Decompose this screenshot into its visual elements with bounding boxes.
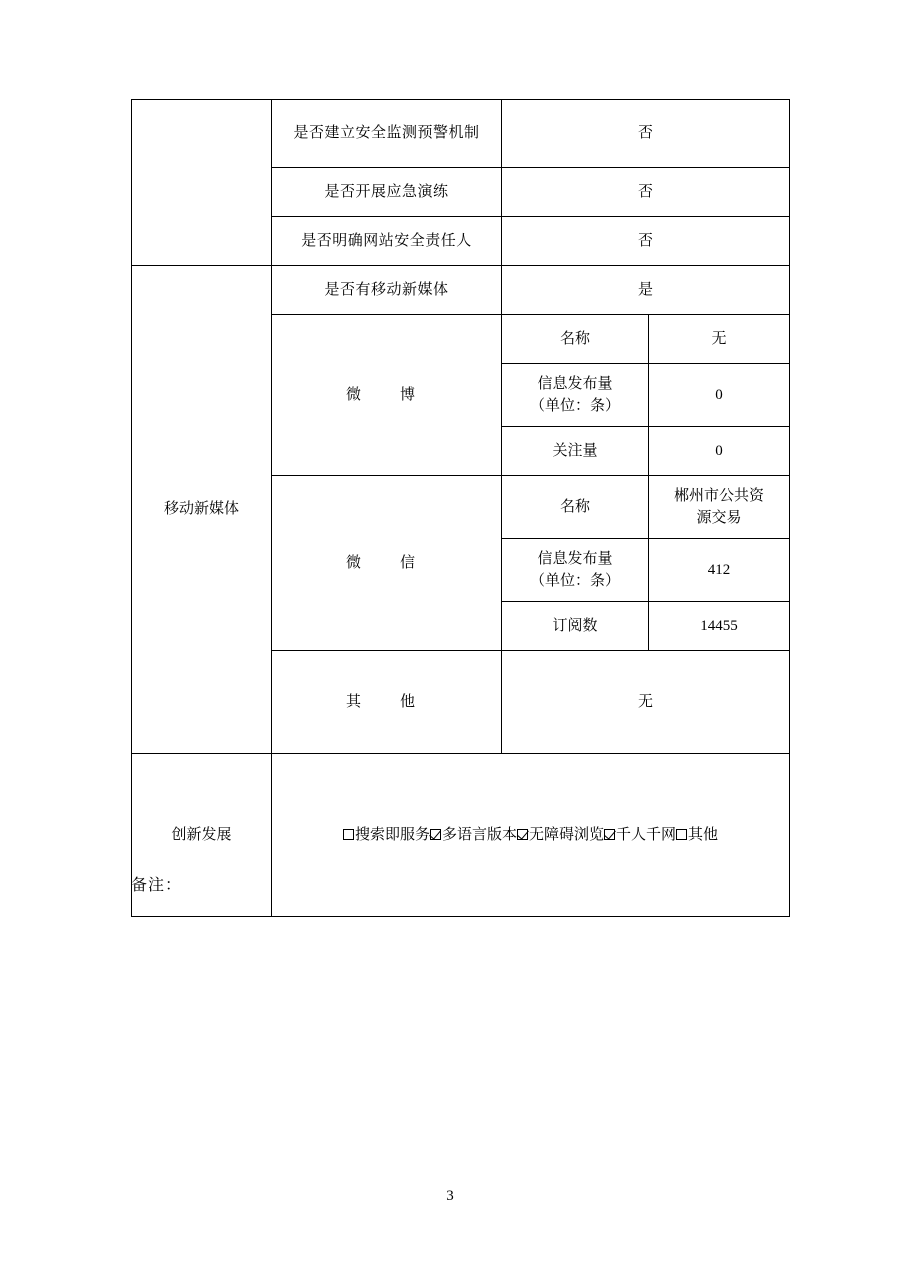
weixin-subscriber-label: 订阅数 xyxy=(502,602,649,651)
innovation-option-label-3: 千人千网 xyxy=(616,826,677,843)
weixin-publish-count-label xyxy=(502,539,649,602)
weibo-name-label: 名称 xyxy=(502,315,649,364)
table-row xyxy=(132,100,790,168)
remark-label: 备注： xyxy=(131,877,183,894)
security-section-label xyxy=(132,100,272,266)
report-table xyxy=(131,99,790,917)
page-number: 3 xyxy=(446,1188,454,1204)
checkbox-other[interactable] xyxy=(676,829,687,840)
checkbox-personalized[interactable] xyxy=(604,829,615,840)
security-row-value-1: 否 xyxy=(502,168,790,217)
weibo-publish-count-value: 0 xyxy=(649,364,790,427)
weibo-publish-count-label-line1: 信息发布量 xyxy=(537,375,613,392)
innovation-label: 创新发展 xyxy=(132,754,272,917)
weixin-name-value-line1: 郴州市公共资 xyxy=(674,487,765,504)
mobile-media-section-label: 移动新媒体 xyxy=(132,266,272,754)
security-row-value-0: 否 xyxy=(502,100,790,168)
checkbox-accessibility[interactable] xyxy=(517,829,528,840)
weixin-publish-count-value: 412 xyxy=(649,539,790,602)
security-row-label-1: 是否开展应急演练 xyxy=(272,168,502,217)
other-media-value: 无 xyxy=(502,651,790,754)
security-row-label-0: 是否建立安全监测预警机制 xyxy=(272,100,502,168)
weixin-name-value xyxy=(649,476,790,539)
security-row-value-2: 否 xyxy=(502,217,790,266)
weixin-label: 微 信 xyxy=(272,476,502,651)
table-row xyxy=(132,754,790,917)
table-row xyxy=(132,266,790,315)
weibo-name-value: 无 xyxy=(649,315,790,364)
innovation-option-label-2: 无障碍浏览 xyxy=(529,826,605,843)
weibo-follower-label: 关注量 xyxy=(502,427,649,476)
innovation-options-cell xyxy=(272,754,790,917)
weibo-publish-count-label-line2: （单位：条） xyxy=(529,398,620,414)
weibo-publish-count-label xyxy=(502,364,649,427)
innovation-options xyxy=(276,824,785,847)
weibo-label: 微 博 xyxy=(272,315,502,476)
other-media-label: 其 他 xyxy=(272,651,502,754)
innovation-option-label-1: 多语言版本 xyxy=(441,826,517,843)
weixin-publish-count-label-line1: 信息发布量 xyxy=(537,550,613,567)
innovation-option-label-0: 搜索即服务 xyxy=(354,826,430,843)
checkbox-multilingual[interactable] xyxy=(430,829,441,840)
has-mobile-media-label: 是否有移动新媒体 xyxy=(272,266,502,315)
has-mobile-media-value: 是 xyxy=(502,266,790,315)
security-row-label-2: 是否明确网站安全责任人 xyxy=(272,217,502,266)
checkbox-search-as-service[interactable] xyxy=(343,829,354,840)
weixin-publish-count-label-line2: （单位：条） xyxy=(529,573,620,589)
weixin-name-label: 名称 xyxy=(502,476,649,539)
innovation-option-label-4: 其他 xyxy=(688,826,719,843)
weixin-subscriber-value: 14455 xyxy=(649,602,790,651)
weibo-follower-value: 0 xyxy=(649,427,790,476)
weixin-name-value-line2: 源交易 xyxy=(696,510,742,526)
